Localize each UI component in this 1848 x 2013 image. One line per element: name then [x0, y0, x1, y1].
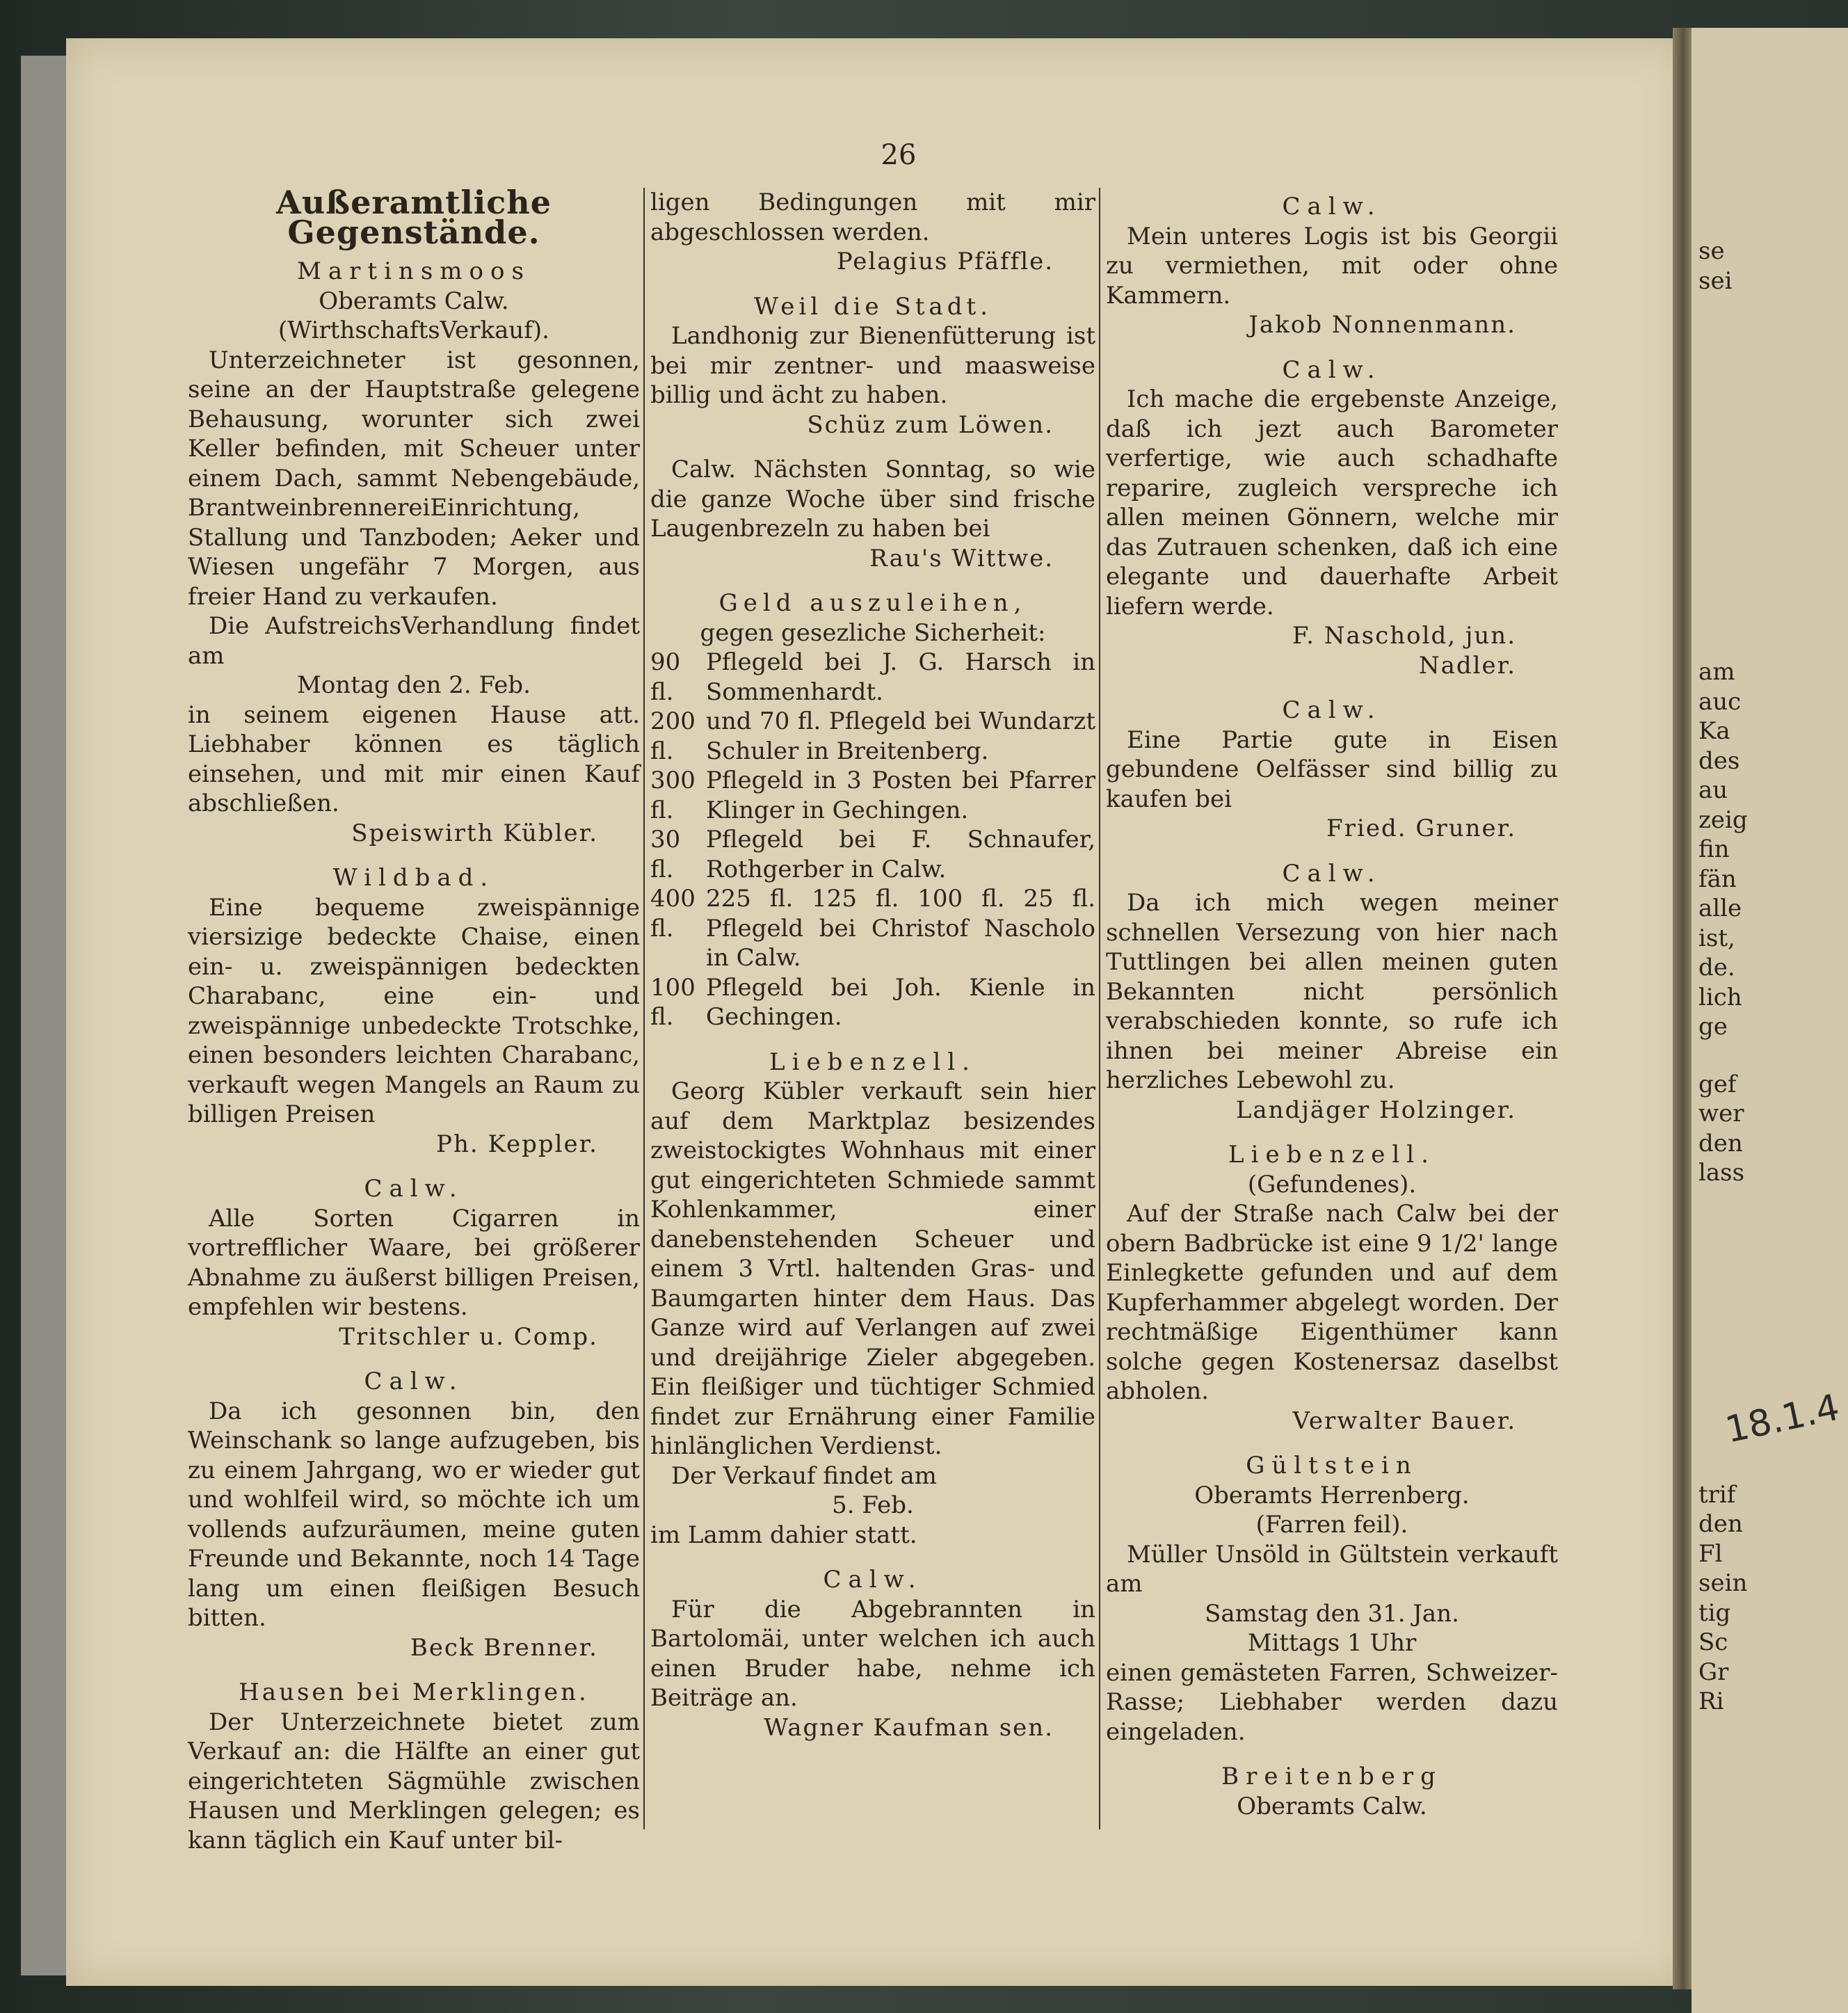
- notice-wildbad: [188, 863, 640, 1159]
- loan-amount: 30 fl.: [650, 826, 681, 883]
- fragment-line: Fl: [1698, 1539, 1723, 1568]
- notice-weil: [650, 292, 1095, 440]
- notice-body: Müller Unsöld in Gültstein verkauft am: [1106, 1540, 1558, 1598]
- notice-breitenberg: [1106, 1762, 1558, 1821]
- notice-hausen: [188, 1678, 640, 1855]
- notice-body: Eine bequeme zweispännige viersizige bedeckte Chaise, einen ein- u. zweispännigen bedeckten Charabanc, eine ein- und zweispännige unbedeckte Trotschke, einen besonders leichten Charabanc, verkauft wegen Mangels an Raum zu billigen Preisen: [188, 893, 640, 1128]
- loan-text: und 70 fl. Pflegeld bei Wundarzt Schuler in Breitenberg.: [706, 707, 1095, 765]
- loan-amount: 200 fl.: [650, 707, 696, 765]
- fragment-line: des: [1698, 746, 1740, 775]
- notice-calw-bartolomai: [650, 1565, 1095, 1742]
- notice-body: einen gemästeten Farren, Schweizer-Rasse; Liebhaber werden dazu eingeladen.: [1106, 1658, 1558, 1746]
- column-rule-right: [1099, 188, 1100, 1829]
- fragment-line: lass: [1698, 1159, 1745, 1187]
- notice-gueltstein: [1106, 1451, 1558, 1747]
- notice-title: Martinsmoos: [297, 257, 531, 285]
- column-right: [1106, 188, 1558, 1836]
- loan-entry: [650, 825, 1095, 884]
- notice-calw-oelfaesser: [1106, 696, 1558, 844]
- notice-liebenzell-gefunden: [1106, 1140, 1558, 1436]
- notice-body: Unterzeichneter ist gesonnen, seine an der Hauptstraße gelegene Behausung, worunter sich zwei Keller befinden, mit Scheuer unter einem Dach, sammt Nebengebäude, BrantweinbrennereiEinrichtung, Stallung und Tanzboden; Aeker und Wiesen ungefähr 7 Morgen, aus freier Hand zu verkaufen.: [188, 346, 640, 611]
- notice-body: Die AufstreichsVerhandlung findet am: [188, 612, 640, 670]
- loan-entry: [650, 648, 1095, 707]
- notice-title: Hausen bei Merklingen.: [239, 1678, 589, 1706]
- fragment-line: fin: [1698, 835, 1730, 863]
- notice-title: Breitenberg: [1221, 1763, 1443, 1790]
- fragment-line: Ka: [1698, 717, 1730, 745]
- notice-body: Georg Kübler verkauft sein hier auf dem Marktplaz besizendes zweistockigtes Wohnhaus mit einer gut eingerichteten Schmiede sammt Kohlenkammer, einer danebenstehenden Scheuer und einem 3 Vrtl. haltenden Gras- und Baumgarten hinter dem Haus. Das Ganze wird auf Verlangen auf zwei und dreijährige Zieler abgegeben. Ein fleißiger und tüchtiger Schmied findet zur Ernährung einer Familie hinlänglichen Verdienst.: [650, 1077, 1095, 1460]
- notice-date: 5. Feb.: [832, 1491, 914, 1519]
- notice-subline: gegen gesezliche Sicherheit:: [700, 618, 1046, 647]
- notice-title: Gültstein: [1246, 1452, 1418, 1479]
- notice-body: Landhonig zur Bienenfütterung ist bei mir zentner- und maasweise billig und ächt zu haben.: [650, 322, 1095, 409]
- notice-signature: Speiswirth Kübler.: [351, 819, 598, 847]
- notice-title: Calw.: [1282, 355, 1382, 384]
- notice-title: Weil die Stadt.: [754, 292, 992, 321]
- notice-subline: (Gefundenes).: [1247, 1170, 1417, 1198]
- notice-title: Calw.: [364, 1175, 464, 1203]
- pencil-note: 18.1.4: [1721, 1386, 1843, 1452]
- notice-date: Mittags 1 Uhr: [1247, 1629, 1417, 1657]
- notice-title: Liebenzell.: [1228, 1141, 1436, 1169]
- page-number: 26: [881, 139, 917, 171]
- fragment-line: trif: [1698, 1480, 1736, 1509]
- fragment-line: sein: [1698, 1569, 1748, 1597]
- notice-subline: Oberamts Calw.: [319, 287, 509, 315]
- loan-text: Pflegeld bei F. Schnaufer, Rothgerber in Calw.: [706, 826, 1095, 883]
- notice-body: Calw. Nächsten Sonntag, so wie die ganze Woche über sind frische Laugenbrezeln zu haben bei: [650, 456, 1095, 543]
- notice-signature: Fried. Gruner.: [1326, 815, 1516, 842]
- notice-body: Alle Sorten Cigarren in vortrefflicher Waare, bei größerer Abnahme zu äußerst billigen Preisen, empfehlen wir bestens.: [188, 1204, 640, 1321]
- fragment-line: ge: [1698, 1013, 1728, 1041]
- loan-entry: [650, 973, 1095, 1032]
- notice-title: Calw.: [1282, 859, 1382, 888]
- loan-list: [650, 648, 1095, 1032]
- loan-text: Pflegeld bei J. G. Harsch in Sommenhardt.: [706, 648, 1095, 706]
- notice-signature: Beck Brenner.: [410, 1633, 598, 1662]
- notice-martinsmoos: [188, 257, 640, 848]
- loan-entry: [650, 707, 1095, 766]
- notice-body: Für die Abgebrannten in Bartolomäi, unter welchen ich auch einen Bruder habe, nehme ich Beiträge an.: [650, 1595, 1095, 1712]
- notice-signature: Nadler.: [1418, 651, 1516, 680]
- notice-body: im Lamm dahier statt.: [650, 1521, 917, 1549]
- notice-title: Calw.: [1282, 696, 1382, 724]
- notice-calw-cigarren: [188, 1174, 640, 1352]
- notice-calw-brezeln: [650, 455, 1095, 573]
- column-middle: [650, 188, 1095, 1758]
- fragment-line: wer: [1698, 1100, 1744, 1128]
- notice-signature: Rau's Wittwe.: [869, 544, 1054, 572]
- notice-title: Geld auszuleihen,: [718, 589, 1027, 617]
- notice-body: Ich mache die ergebenste Anzeige, daß ich jezt auch Barometer verfertige, wie auch schadhafte reparire, zugleich verspreche ich allen meinen Gönnern, welche mir das Zutrauen schenken, daß ich eine elegante und dauerhafte Arbeit liefern werde.: [1106, 385, 1558, 620]
- notice-body: Eine Partie gute in Eisen gebundene Oelfässer sind billig zu kaufen bei: [1106, 725, 1558, 813]
- notice-liebenzell-verkauf: [650, 1048, 1095, 1550]
- column-rule-left: [643, 188, 645, 1829]
- notice-body: Da ich mich wegen meiner schnellen Versezung von hier nach Tuttlingen bei allen meinen guten Bekannten nicht persönlich verabschieden konnte, so rufe ich ihnen bei meiner Abreise ein herzliches Lebewohl zu.: [1106, 889, 1558, 1094]
- book-cover-edge: [21, 56, 72, 1975]
- notice-date: Samstag den 31. Jan.: [1205, 1599, 1459, 1628]
- notice-subline: (Farren feil).: [1255, 1511, 1408, 1539]
- notice-body: Der Unterzeichnete bietet zum Verkauf an: die Hälfte an einer gut eingerichteten Sägmühle zwischen Hausen und Merklingen gelegen; es kann täglich ein Kauf unter bil-: [188, 1708, 640, 1854]
- notice-calw-abschied: [1106, 859, 1558, 1125]
- notice-signature: Wagner Kaufman sen.: [764, 1713, 1054, 1742]
- fragment-line: fän: [1698, 865, 1737, 893]
- book-gutter: [1673, 28, 1694, 1989]
- notice-body: Der Verkauf findet am: [671, 1461, 937, 1490]
- notice-title: Wildbad.: [332, 864, 495, 892]
- fragment-line: Sc: [1698, 1628, 1728, 1656]
- notice-calw-barometer: [1106, 355, 1558, 681]
- column-left: [188, 184, 640, 1870]
- notice-subline: (WirthschaftsVerkauf).: [278, 316, 549, 344]
- fragment-line: sei: [1698, 266, 1733, 295]
- notice-body: in seinem eigenen Hause att. Liebhaber können es täglich einsehen, und mit mir einen Kauf abschließen.: [188, 700, 640, 817]
- page-right: [1692, 28, 1848, 2013]
- notice-body: Da ich gesonnen bin, den Weinschank so lange aufzugeben, bis zu einem Jahrgang, wo er wieder gut und wohlfeil wird, so möchte ich um vollends aufzuräumen, meine guten Freunde und Bekannte, noch 14 Tage lang um einen fleißigen Besuch bitten.: [188, 1397, 640, 1632]
- notice-signature: Jakob Nonnenmann.: [1248, 311, 1516, 339]
- fragment-line: am: [1698, 658, 1735, 686]
- notice-geld: [650, 588, 1095, 1032]
- notice-title: Calw.: [1282, 193, 1382, 220]
- notice-subline: Oberamts Herrenberg.: [1194, 1481, 1470, 1509]
- loan-amount: 100 fl.: [650, 973, 696, 1031]
- fragment-line: gef: [1698, 1070, 1737, 1098]
- notice-title: Calw.: [823, 1566, 923, 1594]
- loan-amount: 90 fl.: [650, 648, 681, 706]
- fragment-line: den: [1698, 1510, 1743, 1538]
- notice-title: Liebenzell.: [769, 1048, 977, 1076]
- notice-signature: Landjäger Holzinger.: [1235, 1096, 1516, 1124]
- fragment-line: de.: [1698, 954, 1735, 981]
- fragment-line: se: [1698, 237, 1725, 265]
- loan-entry: [650, 884, 1095, 973]
- notice-date: Montag den 2. Feb.: [297, 671, 531, 699]
- notice-signature: Ph. Keppler.: [436, 1130, 598, 1158]
- loan-text: Pflegeld in 3 Posten bei Pfarrer Klinger in Gechingen.: [706, 767, 1095, 824]
- notice-signature: Tritschler u. Comp.: [339, 1322, 598, 1351]
- fragment-line: den: [1698, 1129, 1743, 1157]
- notice-body: ligen Bedingungen mit mir abgeschlossen werden.: [650, 189, 1095, 246]
- loan-text: Pflegeld bei Joh. Kienle in Gechingen.: [706, 973, 1095, 1031]
- notice-subline: Oberamts Calw.: [1237, 1792, 1427, 1820]
- notice-signature: Schüz zum Löwen.: [807, 410, 1054, 439]
- fragment-line: Ri: [1698, 1687, 1724, 1715]
- loan-entry: [650, 766, 1095, 825]
- fragment-line: alle: [1698, 895, 1742, 922]
- notice-signature: Verwalter Bauer.: [1292, 1406, 1516, 1435]
- fragment-line: Gr: [1698, 1658, 1729, 1686]
- fragment-line: tig: [1698, 1598, 1731, 1627]
- fragment-line: auc: [1698, 687, 1742, 716]
- notice-signature: Pelagius Pfäffle.: [836, 248, 1054, 275]
- loan-text: 225 fl. 125 fl. 100 fl. 25 fl. Pflegeld bei Christof Nascholo in Calw.: [706, 885, 1095, 972]
- loan-amount: 300 fl.: [650, 767, 696, 824]
- right-page-fragments: [1698, 236, 1748, 1717]
- fragment-line: ist,: [1698, 924, 1735, 952]
- notice-calw-logis: [1106, 192, 1558, 340]
- notice-title: Calw.: [364, 1368, 464, 1395]
- fragment-line: zeig: [1698, 805, 1748, 834]
- notice-calw-weinschank: [188, 1367, 640, 1662]
- notice-body: Auf der Straße nach Calw bei der obern Badbrücke ist eine 9 1/2' lange Einlegkette gefunden und auf dem Kupferhammer abgelegt worden. Der rechtmäßige Eigenthümer kann solche gegen Kostenersaz daselbst abholen.: [1106, 1200, 1558, 1405]
- fragment-line: lich: [1698, 983, 1742, 1011]
- notice-signature: F. Naschold, jun.: [1292, 622, 1516, 650]
- fragment-line: au: [1698, 776, 1728, 804]
- notice-body: Mein unteres Logis ist bis Georgii zu vermiethen, mit oder ohne Kammern.: [1106, 222, 1558, 310]
- section-heading: Außeramtliche Gegenstände.: [276, 184, 552, 251]
- loan-amount: 400 fl.: [650, 885, 696, 943]
- notice-continued: [650, 188, 1095, 277]
